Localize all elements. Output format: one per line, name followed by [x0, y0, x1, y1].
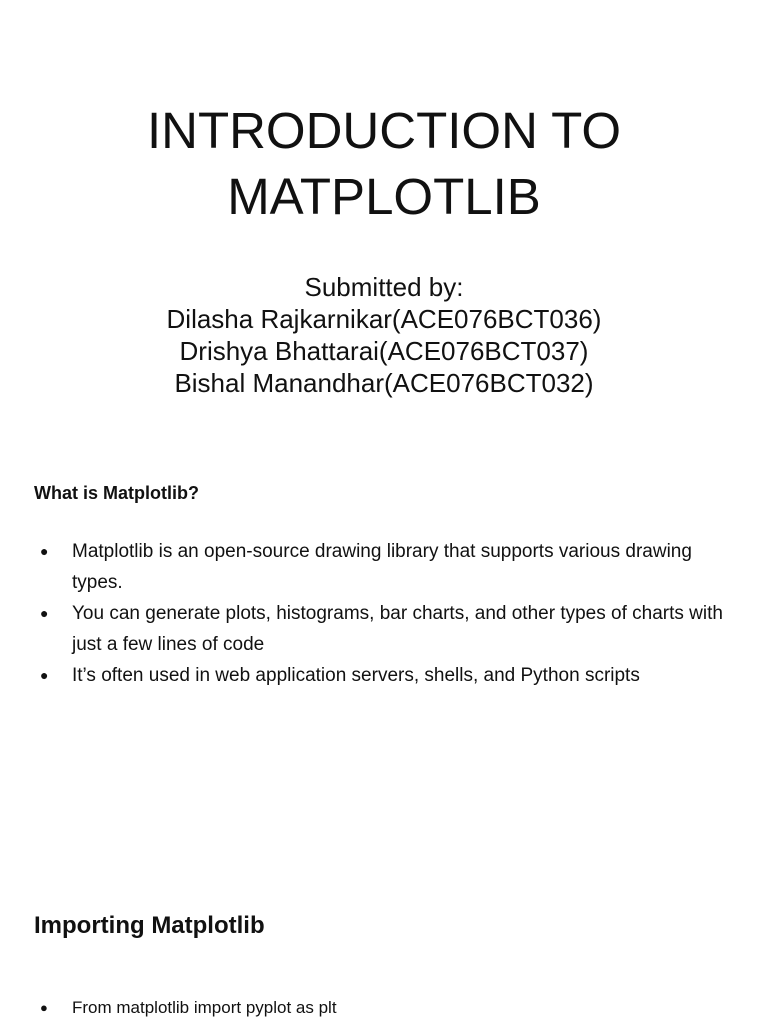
- bullet-icon: ●: [40, 1000, 48, 1015]
- author-line: Bishal Manandhar(ACE076BCT032): [174, 368, 594, 398]
- what-is-list: [34, 536, 734, 691]
- author-line: Drishya Bhattarai(ACE076BCT037): [179, 336, 589, 366]
- author-line: Dilasha Rajkarnikar(ACE076BCT036): [166, 304, 602, 334]
- bullet-icon: ●: [40, 605, 49, 621]
- importing-heading: Importing Matplotlib: [34, 912, 265, 939]
- document-title: [0, 98, 768, 230]
- what-is-heading: What is Matplotlib?: [34, 483, 199, 503]
- list-item-text: You can generate plots, histograms, bar charts, and other types of charts with just a few lines of code: [72, 603, 723, 655]
- list-item: [34, 660, 734, 691]
- list-item: [34, 598, 734, 660]
- bullet-icon: ●: [40, 667, 49, 683]
- list-item: [34, 536, 734, 598]
- list-item: [34, 993, 734, 1023]
- submitted-by-block: [0, 271, 768, 399]
- list-item-text: It’s often used in web application servers, shells, and Python scripts: [72, 665, 640, 686]
- list-item-text: From matplotlib import pyplot as plt: [72, 998, 337, 1017]
- bullet-icon: ●: [40, 543, 49, 559]
- title-line-2: MATPLOTLIB: [227, 168, 541, 225]
- importing-list: [34, 993, 734, 1023]
- submitted-by-label: Submitted by:: [304, 272, 464, 302]
- title-line-1: INTRODUCTION TO: [146, 102, 622, 159]
- list-item-text: Matplotlib is an open-source drawing library that supports various drawing types.: [72, 541, 692, 593]
